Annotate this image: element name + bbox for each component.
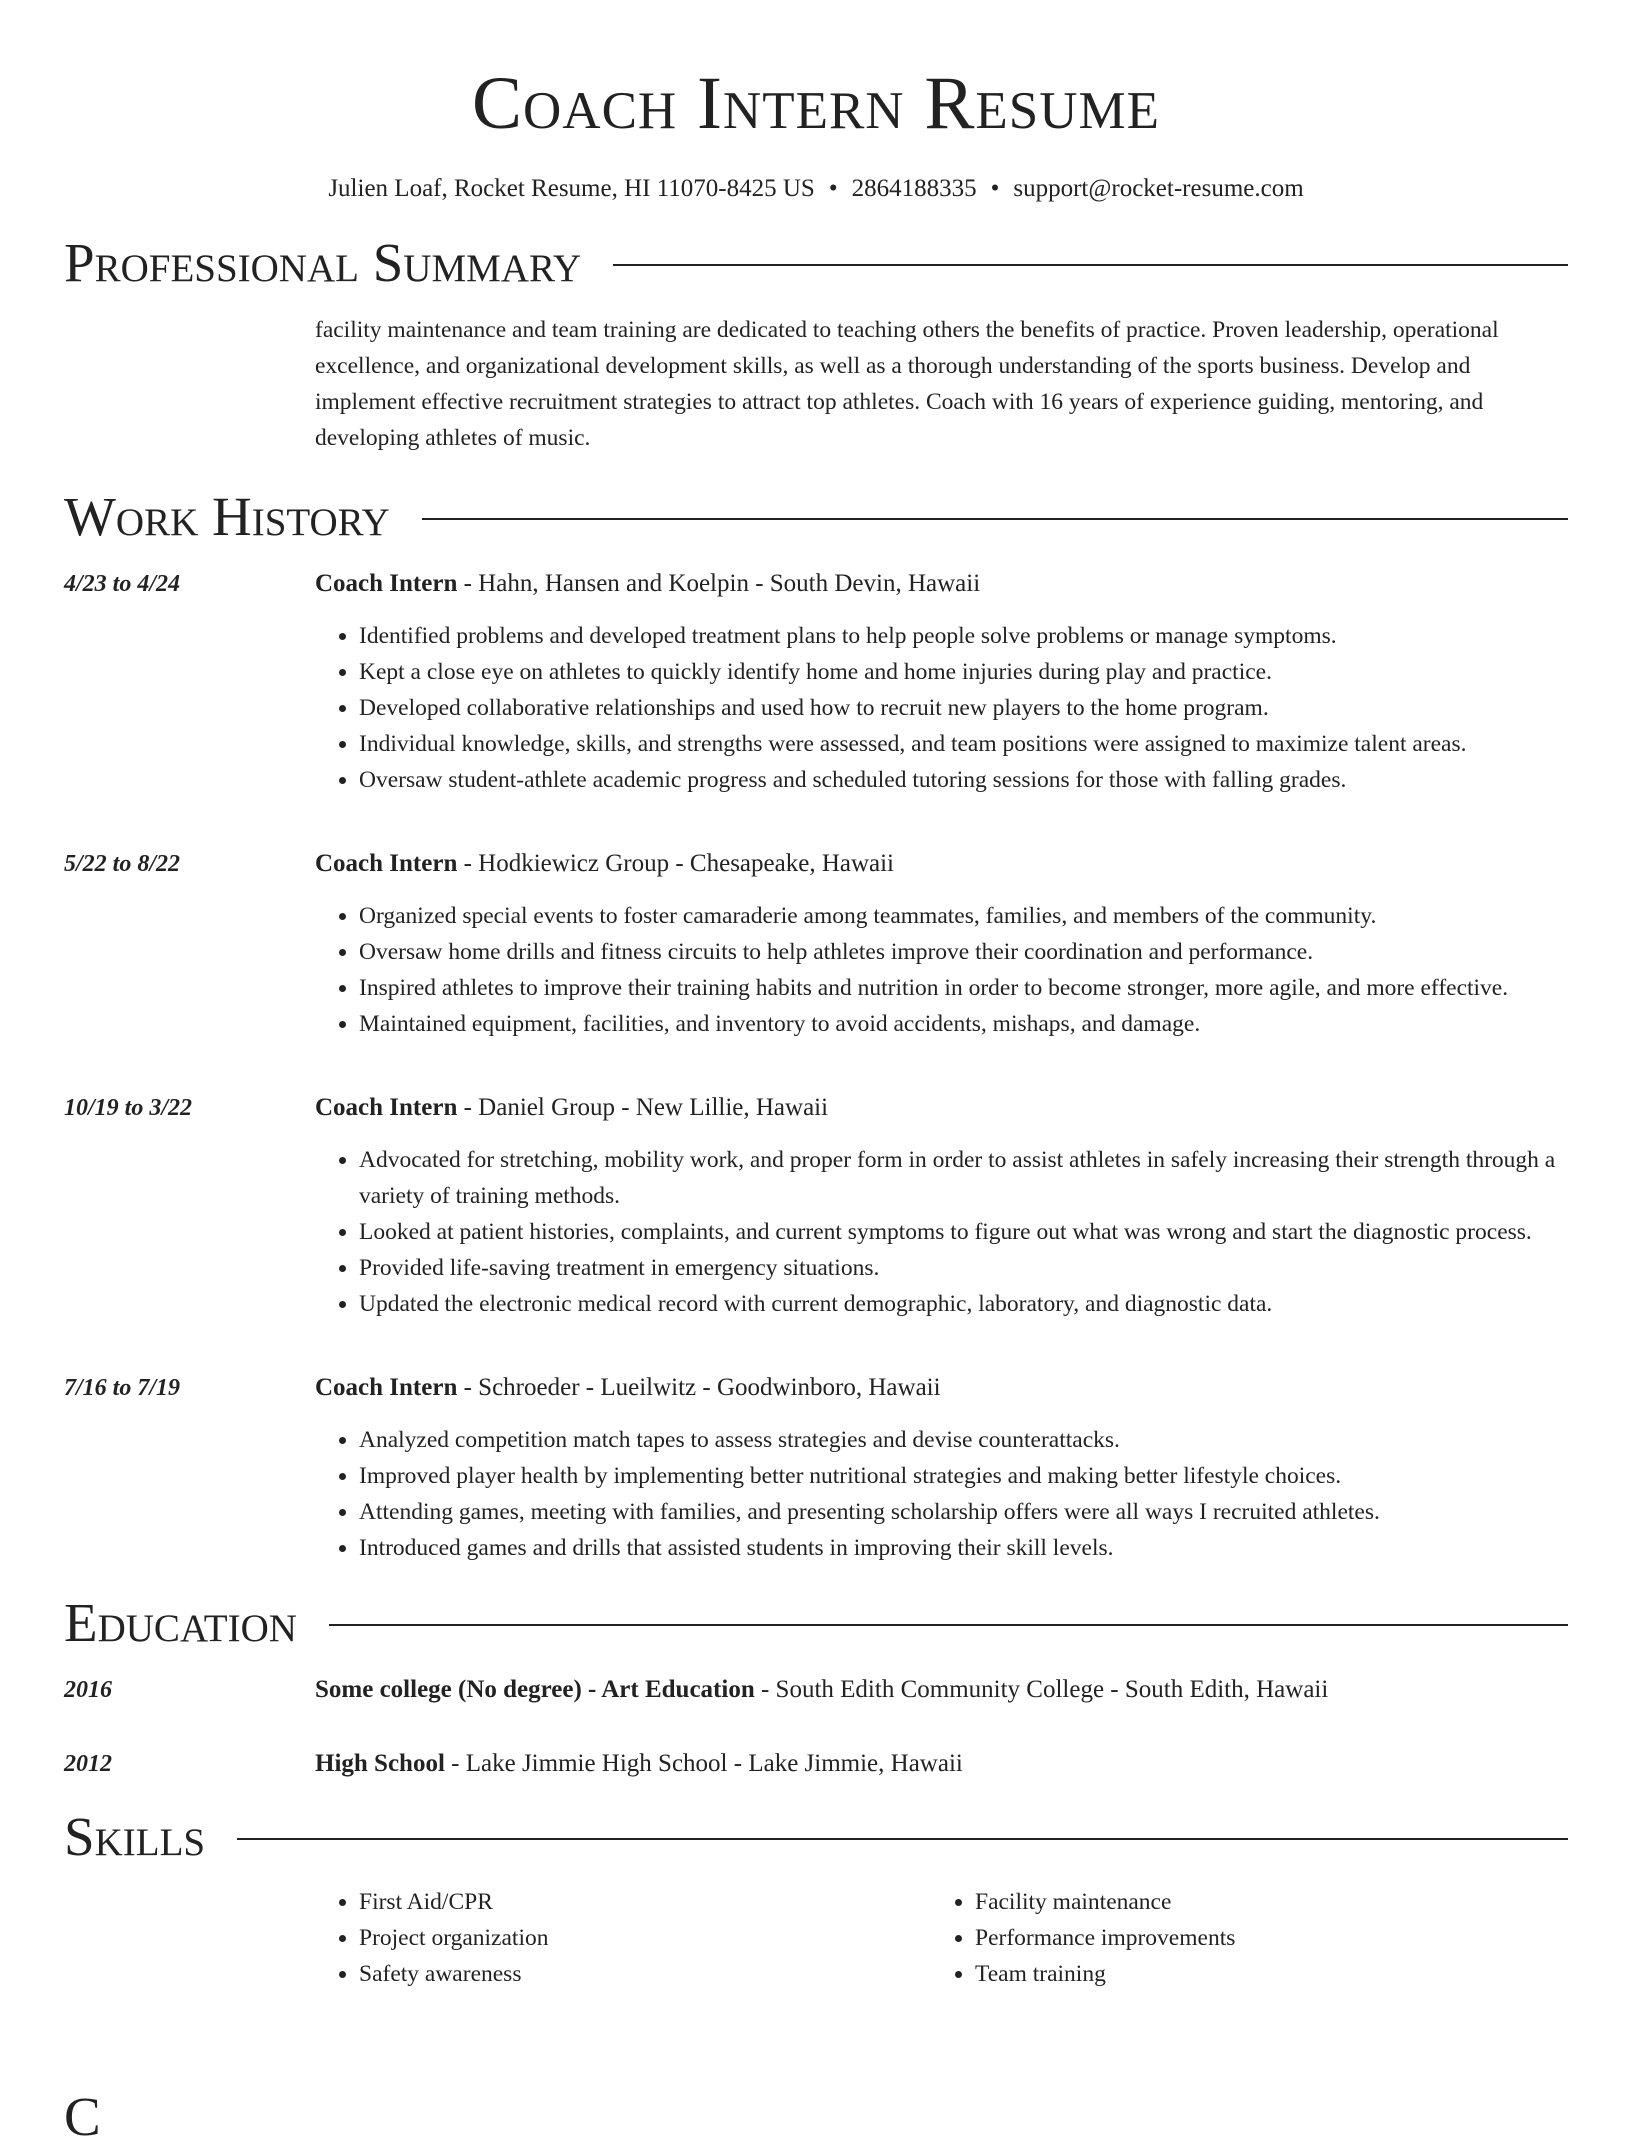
summary-text: facility maintenance and team training are dedicated to teaching others the benefits of practice. Proven leadership, operational excellence, and organizational development skills, as well as a thorough understanding of the sports business. Develop and implement effective recruitment strategies to attract top athletes. Coach with 16 years of experience guiding, mentoring, and developing athletes of music.	[315, 317, 1499, 451]
education-degree: Some college (No degree) - Art Education	[315, 1676, 755, 1703]
job-dates: 7/16 to 7/19	[64, 1375, 181, 1401]
job-title-line	[315, 846, 1568, 882]
job-bullet: • Provided life-saving treatment in emergency situations.	[359, 1250, 1568, 1286]
contact-email: support@rocket-resume.com	[1013, 175, 1304, 202]
skill-item: • Team training	[975, 1956, 1547, 1992]
job-bullet: • Identified problems and developed treatment plans to help people solve problems or manage symptoms.	[359, 618, 1568, 654]
job-title-line	[315, 566, 1568, 602]
education-line	[315, 1672, 1328, 1708]
skills-list	[315, 1884, 1568, 1992]
skills-column-right	[931, 1884, 1547, 1992]
job-dates: 10/19 to 3/22	[64, 1095, 193, 1121]
job-entry	[64, 1090, 1568, 1354]
education-degree: High School	[315, 1750, 445, 1777]
work-section-header	[64, 482, 1568, 552]
job-employer: - Schroeder - Lueilwitz - Goodwinboro, Hawaii	[457, 1374, 941, 1401]
education-school: - Lake Jimmie High School - Lake Jimmie, Hawaii	[444, 1750, 963, 1777]
contact-phone: 2864188335	[851, 175, 977, 202]
job-title-line	[315, 1370, 1568, 1406]
job-bullet: • Individual knowledge, skills, and strengths were assessed, and team positions were assigned to maximize talent areas.	[359, 726, 1568, 762]
section-divider	[613, 264, 1568, 266]
contact-separator: •	[990, 175, 1000, 202]
job-bullet: • Organized special events to foster camaraderie among teammates, families, and members of the community.	[359, 898, 1568, 934]
job-bullets	[315, 618, 1568, 798]
truncated-section-heading: C	[64, 2086, 101, 2147]
job-bullet: • Inspired athletes to improve their training habits and nutrition in order to become stronger, more agile, and more effective.	[359, 970, 1568, 1006]
skills-section-header	[64, 1802, 1568, 1872]
education-entry	[64, 1746, 1568, 1782]
job-role: Coach Intern	[315, 1374, 458, 1401]
resume-page	[64, 0, 1568, 1992]
job-bullet: • Looked at patient histories, complaints, and current symptoms to figure out what was wrong and start the diagnostic process.	[359, 1214, 1568, 1250]
work-heading: Work History	[64, 486, 390, 547]
section-divider	[237, 1838, 1568, 1840]
job-entry	[64, 846, 1568, 1074]
skills-column-left	[315, 1884, 931, 1992]
job-bullet: • Analyzed competition match tapes to assess strategies and devise counterattacks.	[359, 1422, 1568, 1458]
contact-address: Julien Loaf, Rocket Resume, HI 11070-8425 US	[328, 175, 815, 202]
education-year: 2016	[64, 1677, 112, 1703]
job-entry	[64, 1370, 1568, 1576]
education-line	[315, 1746, 963, 1782]
job-bullet: • Updated the electronic medical record with current demographic, laboratory, and diagnostic data.	[359, 1286, 1568, 1322]
job-bullet: • Advocated for stretching, mobility work, and proper form in order to assist athletes in safely increasing their strength through a variety of training methods.	[359, 1142, 1568, 1214]
job-employer: - Hahn, Hansen and Koelpin - South Devin, Hawaii	[457, 570, 981, 597]
section-divider	[329, 1624, 1568, 1626]
job-bullet: • Introduced games and drills that assisted students in improving their skill levels.	[359, 1530, 1568, 1566]
summary-heading: Professional Summary	[64, 232, 582, 293]
job-role: Coach Intern	[315, 570, 458, 597]
job-role: Coach Intern	[315, 1094, 458, 1121]
job-dates: 4/23 to 4/24	[64, 571, 181, 597]
job-bullet: • Kept a close eye on athletes to quickly identify home and home injuries during play and practice.	[359, 654, 1568, 690]
job-title-line	[315, 1090, 1568, 1126]
job-bullet: • Developed collaborative relationships and used how to recruit new players to the home program.	[359, 690, 1568, 726]
job-bullet: • Oversaw student-athlete academic progress and scheduled tutoring sessions for those with falling grades.	[359, 762, 1568, 798]
resume-title: Coach Intern Resume	[472, 62, 1160, 145]
education-year: 2012	[64, 1751, 112, 1777]
job-bullets	[315, 1422, 1568, 1566]
job-entry	[64, 566, 1568, 830]
skill-item: • Facility maintenance	[975, 1884, 1547, 1920]
skill-item: • Performance improvements	[975, 1920, 1547, 1956]
education-entry	[64, 1672, 1568, 1708]
job-bullet: • Attending games, meeting with families, and presenting scholarship offers were all ways I recruited athletes.	[359, 1494, 1568, 1530]
contact-separator: •	[828, 175, 838, 202]
education-section-header	[64, 1588, 1568, 1658]
skill-item: • Safety awareness	[359, 1956, 931, 1992]
education-heading: Education	[64, 1592, 297, 1653]
skill-item: • First Aid/CPR	[359, 1884, 931, 1920]
contact-line	[64, 172, 1568, 206]
section-divider	[422, 518, 1568, 520]
job-employer: - Daniel Group - New Lillie, Hawaii	[457, 1094, 829, 1121]
job-bullets	[315, 1142, 1568, 1322]
job-employer: - Hodkiewicz Group - Chesapeake, Hawaii	[457, 850, 895, 877]
skills-heading: Skills	[64, 1806, 206, 1867]
skill-item: • Project organization	[359, 1920, 931, 1956]
education-school: - South Edith Community College - South Edith, Hawaii	[754, 1676, 1329, 1703]
job-bullet: • Oversaw home drills and fitness circuits to help athletes improve their coordination and performance.	[359, 934, 1568, 970]
job-dates: 5/22 to 8/22	[64, 851, 181, 877]
job-bullets	[315, 898, 1568, 1042]
job-bullet: • Improved player health by implementing better nutritional strategies and making better lifestyle choices.	[359, 1458, 1568, 1494]
job-role: Coach Intern	[315, 850, 458, 877]
job-bullet: • Maintained equipment, facilities, and inventory to avoid accidents, mishaps, and damage.	[359, 1006, 1568, 1042]
summary-section-header	[64, 228, 1568, 298]
